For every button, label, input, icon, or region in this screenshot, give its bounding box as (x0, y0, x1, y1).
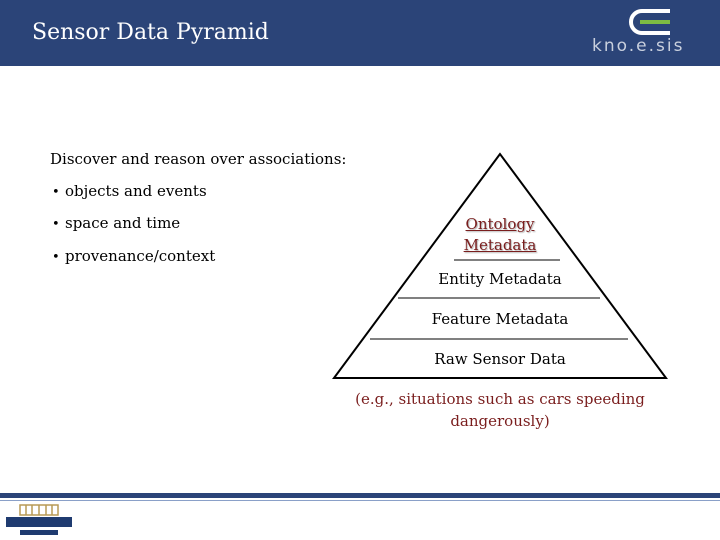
intro-text: Discover and reason over associations: (50, 150, 347, 168)
footer-bar (0, 493, 720, 498)
pyramid-level-entity: Entity Metadata (438, 270, 562, 288)
pyramid-note: (e.g., situations such as cars speeding dangerously) (355, 390, 645, 430)
bullet-text: objects and events (65, 182, 207, 200)
bullet-item (52, 214, 180, 232)
wright-state-logo-icon (6, 503, 76, 537)
bullet-item (52, 182, 207, 200)
knoesis-logo-text: kno.e.sis (592, 36, 685, 56)
pyramid-level-ontology: Ontology Metadata (463, 215, 537, 254)
footer-line (0, 500, 720, 501)
knoesis-logo-icon (626, 7, 674, 37)
bullet-text: space and time (65, 214, 181, 232)
pyramid-level-feature: Feature Metadata (431, 310, 569, 328)
pyramid-level-raw: Raw Sensor Data (434, 350, 566, 368)
page-title: Sensor Data Pyramid (32, 20, 269, 45)
bullet-text: provenance/context (65, 247, 216, 265)
bullet-symbol: • (52, 250, 60, 265)
pyramid-outline (334, 154, 666, 378)
bullet-item (52, 247, 215, 265)
bullet-symbol: • (52, 185, 60, 200)
header-bar (0, 0, 720, 66)
bullet-symbol: • (52, 217, 60, 232)
